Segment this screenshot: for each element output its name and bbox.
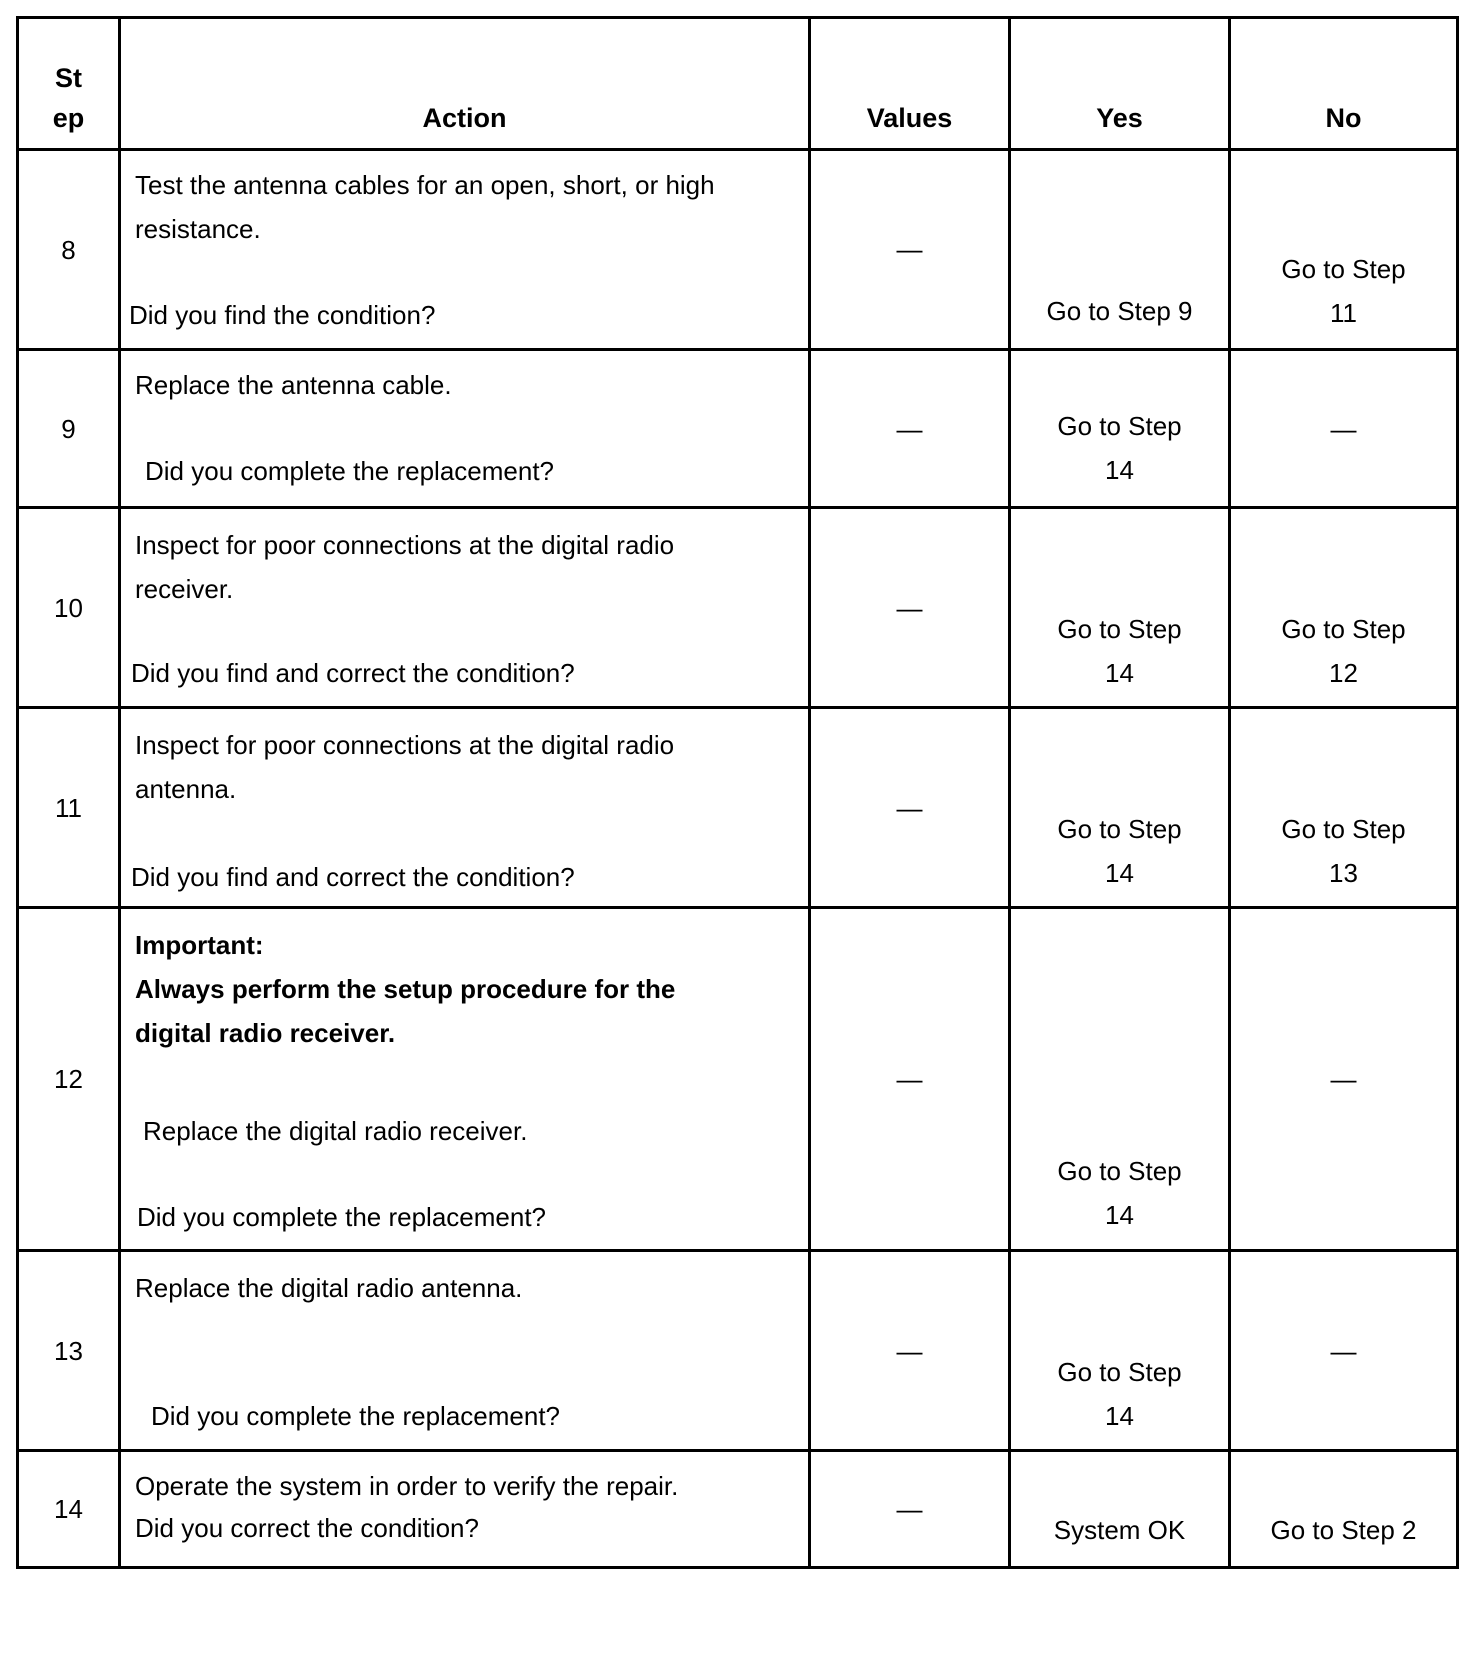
yes-target-line1: Go to Step	[1057, 1357, 1182, 1387]
yes-target-line2: 14	[1105, 455, 1134, 485]
header-values: Values	[810, 18, 1010, 150]
yes-target-line2: 14	[1105, 1200, 1134, 1230]
step-number: 10	[18, 508, 120, 708]
yes-target-line2: 14	[1105, 1401, 1134, 1431]
action-text: Replace the digital radio antenna.	[135, 1273, 523, 1303]
action-cell	[120, 350, 810, 508]
header-step	[18, 18, 120, 150]
yes-cell	[1010, 708, 1230, 908]
action-cell	[120, 1451, 810, 1568]
no-target-line2: 12	[1329, 658, 1358, 688]
no-cell	[1230, 1451, 1458, 1568]
values-cell: —	[810, 908, 1010, 1251]
action-question: Did you complete the replacement?	[145, 456, 555, 486]
yes-target: System OK	[1053, 1515, 1186, 1545]
yes-cell	[1010, 508, 1230, 708]
table-row-step-8	[18, 150, 1458, 350]
action-question: Did you find the condition?	[129, 300, 436, 330]
step-number: 14	[18, 1451, 120, 1568]
table-row-step-14	[18, 1451, 1458, 1568]
step-number: 11	[18, 708, 120, 908]
step-number: 12	[18, 908, 120, 1251]
header-action: Action	[120, 18, 810, 150]
important-block	[135, 923, 728, 1055]
yes-cell	[1010, 150, 1230, 350]
no-target: Go to Step 2	[1270, 1515, 1417, 1545]
important-label: Important:	[135, 930, 264, 960]
action-question: Did you complete the replacement?	[151, 1401, 561, 1431]
no-target-line1: Go to Step	[1281, 814, 1406, 844]
values-cell: —	[810, 508, 1010, 708]
action-cell	[120, 150, 810, 350]
yes-target-line2: 14	[1105, 658, 1134, 688]
values-cell: —	[810, 350, 1010, 508]
table-row-step-10	[18, 508, 1458, 708]
no-cell	[1230, 508, 1458, 708]
action-cell	[120, 908, 810, 1251]
no-cell: —	[1230, 908, 1458, 1251]
action-text: Replace the digital radio receiver.	[143, 1116, 528, 1146]
yes-cell	[1010, 1251, 1230, 1451]
action-question: Did you find and correct the condition?	[131, 658, 575, 688]
no-target-line2: 11	[1330, 298, 1357, 328]
yes-cell	[1010, 1451, 1230, 1568]
no-target-line1: Go to Step	[1281, 614, 1406, 644]
step-number: 9	[18, 350, 120, 508]
values-cell: —	[810, 1251, 1010, 1451]
action-cell	[120, 508, 810, 708]
no-cell	[1230, 150, 1458, 350]
no-cell: —	[1230, 350, 1458, 508]
header-no: No	[1230, 18, 1458, 150]
header-step-line1: St	[55, 63, 82, 93]
no-target-line2: 13	[1329, 858, 1358, 888]
yes-target-line1: Go to Step	[1057, 411, 1182, 441]
diagnostic-table	[16, 16, 1459, 1569]
action-text: Test the antenna cables for an open, short, or high resistance.	[135, 170, 715, 244]
table-row-step-12	[18, 908, 1458, 1251]
header-row	[18, 18, 1458, 150]
header-yes: Yes	[1010, 18, 1230, 150]
action-text: Inspect for poor connections at the digital radio receiver.	[135, 530, 675, 604]
action-question: Did you find and correct the condition?	[131, 862, 575, 892]
action-text: Replace the antenna cable.	[135, 370, 452, 400]
action-cell	[120, 708, 810, 908]
values-cell: —	[810, 1451, 1010, 1568]
yes-target-line1: Go to Step	[1057, 1156, 1182, 1186]
action-question: Did you correct the condition?	[135, 1513, 479, 1543]
action-cell	[120, 1251, 810, 1451]
no-target-line1: Go to Step	[1281, 254, 1406, 284]
important-text: Always perform the setup procedure for the digital radio receiver.	[135, 974, 676, 1048]
action-question: Did you complete the replacement?	[137, 1202, 547, 1232]
no-cell: —	[1230, 1251, 1458, 1451]
header-step-line2: ep	[52, 103, 85, 133]
yes-cell	[1010, 908, 1230, 1251]
action-text: Inspect for poor connections at the digital radio antenna.	[135, 730, 675, 804]
table-row-step-9	[18, 350, 1458, 508]
yes-cell	[1010, 350, 1230, 508]
table-row-step-13	[18, 1251, 1458, 1451]
values-cell: —	[810, 150, 1010, 350]
yes-target-line1: Go to Step	[1057, 614, 1182, 644]
yes-target: Go to Step 9	[1046, 296, 1193, 326]
action-text: Operate the system in order to verify the repair.	[135, 1471, 679, 1501]
table-row-step-11	[18, 708, 1458, 908]
values-cell: —	[810, 708, 1010, 908]
step-number: 8	[18, 150, 120, 350]
step-number: 13	[18, 1251, 120, 1451]
yes-target-line2: 14	[1105, 858, 1134, 888]
no-cell	[1230, 708, 1458, 908]
yes-target-line1: Go to Step	[1057, 814, 1182, 844]
